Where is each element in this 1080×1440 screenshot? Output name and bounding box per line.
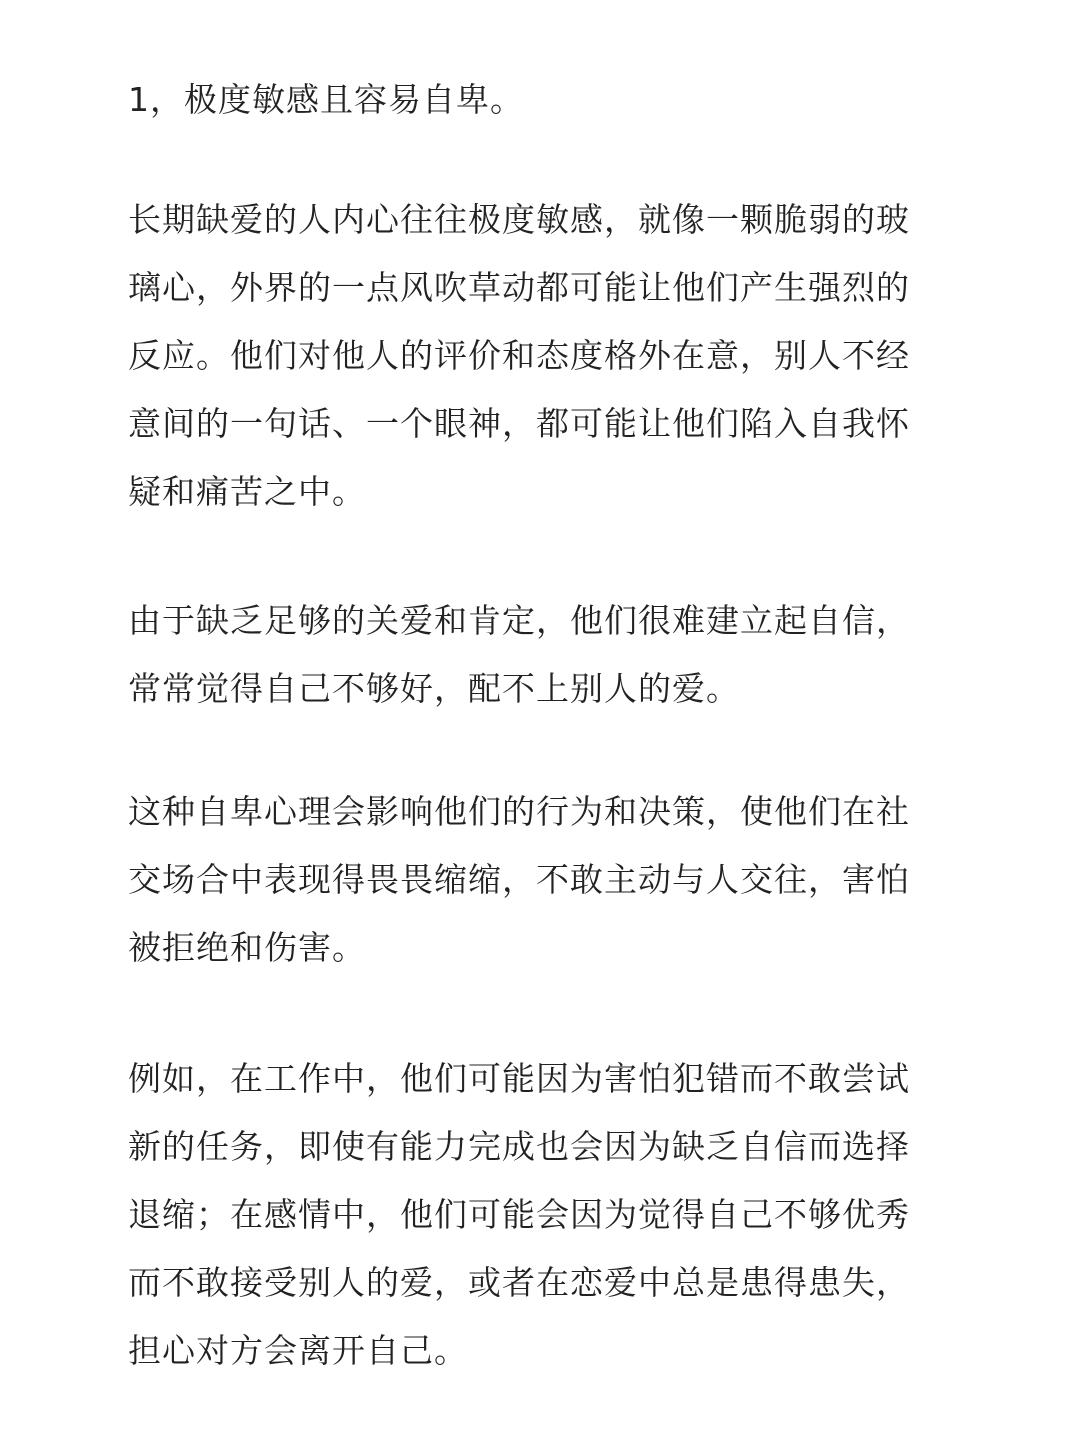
paragraph-lack-of-confidence [128, 587, 910, 723]
paragraph-line: 而不敢接受别人的爱，或者在恋爱中总是患得患失， [128, 1263, 910, 1302]
paragraph-line: 新的任务，即使有能力完成也会因为缺乏自信而选择 [128, 1127, 910, 1166]
paragraph-line: 长期缺爱的人内心往往极度敏感，就像一颗脆弱的玻 [128, 200, 910, 239]
paragraph-line: 璃心，外界的一点风吹草动都可能让他们产生强烈的 [128, 268, 910, 307]
paragraph-line: 退缩；在感情中，他们可能会因为觉得自己不够优秀 [128, 1195, 910, 1234]
section-heading: 1，极度敏感且容易自卑。 [128, 80, 524, 119]
paragraph-line: 常常觉得自己不够好，配不上别人的爱。 [128, 669, 740, 708]
paragraph-examples [128, 1045, 910, 1385]
paragraph-line: 例如，在工作中，他们可能因为害怕犯错而不敢尝试 [128, 1059, 910, 1098]
paragraph-inferiority-effects [128, 778, 910, 982]
paragraph-line: 被拒绝和伤害。 [128, 928, 366, 967]
paragraph-line: 反应。他们对他人的评价和态度格外在意，别人不经 [128, 336, 910, 375]
paragraph-line: 交场合中表现得畏畏缩缩，不敢主动与人交往，害怕 [128, 860, 910, 899]
paragraph-line: 由于缺乏足够的关爱和肯定，他们很难建立起自信， [128, 601, 910, 640]
paragraph-line: 疑和痛苦之中。 [128, 472, 366, 511]
paragraph-sensitivity [128, 186, 910, 526]
paragraph-line: 担心对方会离开自己。 [128, 1331, 468, 1370]
paragraph-line: 这种自卑心理会影响他们的行为和决策，使他们在社 [128, 792, 910, 831]
paragraph-line: 意间的一句话、一个眼神，都可能让他们陷入自我怀 [128, 404, 910, 443]
